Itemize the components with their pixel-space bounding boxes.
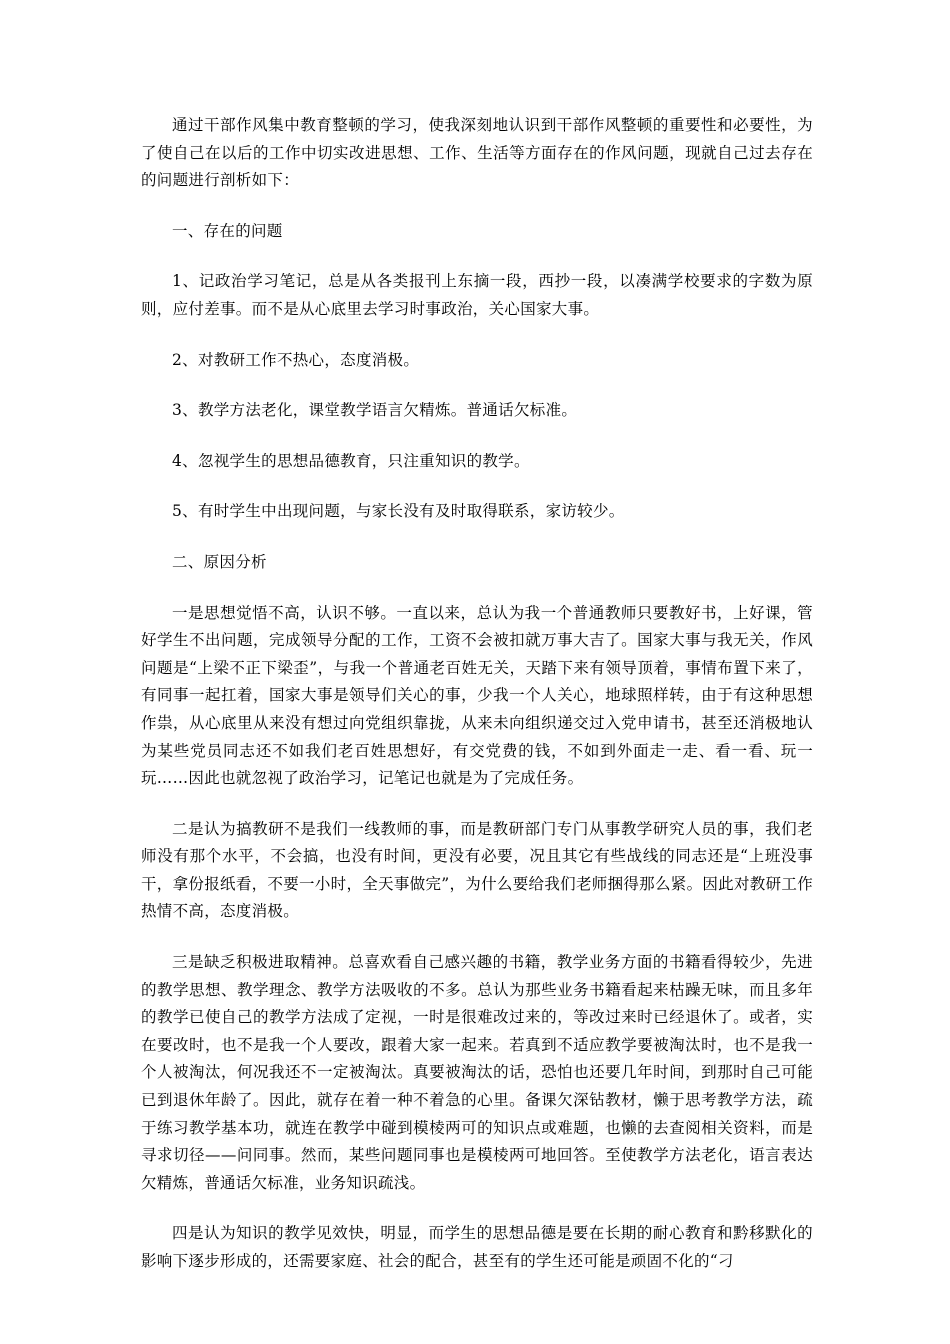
problem-item-4: 4、忽视学生的思想品德教育，只注重知识的教学。: [172, 451, 530, 470]
problem-item-1: 1、记政治学习笔记，总是从各类报刊上东摘一段，西抄一段，以凑满学校要求的字数为原则，应付差事。而不是从心底里去学习时事政治，关心国家大事。: [141, 272, 813, 318]
section-heading-problems: 一、存在的问题: [172, 221, 283, 240]
document-body: [141, 112, 813, 1299]
intro-paragraph: 通过干部作风集中教育整顿的学习，使我深刻地认识到干部作风整顿的重要性和必要性，为了使自己在以后的工作中切实改进思想、工作、生活等方面存在的作风问题，现就自己过去存在的问题进行剖析如下：: [141, 116, 813, 190]
analysis-paragraph-1: 一是思想觉悟不高，认识不够。一直以来，总认为我一个普通教师只要教好书，上好课，管好学生不出问题，完成领导分配的工作，工资不会被扣就万事大吉了。国家大事与我无关，作风问题是“上梁不正下梁歪”，与我一个普通老百姓无关，天踏下来有领导顶着，事情布置下来了，有同事一起扛着，国家大事是领导们关心的事，少我一个人关心，地球照样转，由于有这种思想作祟，从心底里从来没有想过向党组织靠拢，从来未向组织递交过入党申请书，甚至还消极地认为某些党员同志还不如我们老百姓思想好，有交党费的钱，不如到外面走一走、看一看、玩一玩……因此也就忽视了政治学习，记笔记也就是为了完成任务。: [141, 603, 813, 788]
analysis-paragraph-4: 四是认为知识的教学见效快，明显，而学生的思想品德是要在长期的耐心教育和黔移默化的影响下逐步形成的，还需要家庭、社会的配合，甚至有的学生还可能是顽固不化的“刁: [141, 1224, 813, 1270]
analysis-paragraph-3: 三是缺乏积极进取精神。总喜欢看自己感兴趣的书籍，教学业务方面的书籍看得较少，先进的教学思想、教学理念、教学方法吸收的不多。总认为那些业务书籍看起来枯躁无味，而且多年的教学已使自己的教学方法成了定视，一时是很难改过来的，等改过来时已经退休了。或者，实在要改时，也不是我一个人要改，跟着大家一起来。若真到不适应教学要被淘汰时，也不是我一个人被淘汰，何况我还不一定被淘汰。真要被淘汰的话，恐怕也还要几年时间，到那时自己可能已到退休年龄了。因此，就存在着一种不着急的心里。备课欠深钻教材，懒于思考教学方法，疏于练习教学基本功，就连在教学中碰到模棱两可的知识点或难题，也懒的去查阅相关资料，而是寻求切径——问同事。然而，某些问题同事也是模棱两可地回答。至使教学方法老化，语言表达欠精炼，普通话欠标准，业务知识疏浅。: [141, 953, 813, 1192]
problem-item-5: 5、有时学生中出现问题，与家长没有及时取得联系，家访较少。: [172, 502, 625, 521]
problem-item-3: 3、教学方法老化，课堂教学语言欠精炼。普通话欠标准。: [172, 401, 578, 420]
section-heading-analysis: 二、原因分析: [172, 552, 267, 571]
analysis-paragraph-2: 二是认为搞教研不是我们一线教师的事，而是教研部门专门从事教学研究人员的事，我们老师没有那个水平，不会搞，也没有时间，更没有必要，况且其它有些战线的同志还是“上班没事干，拿份报纸看，不要一小时，全天事做完”，为什么要给我们老师捆得那么紧。因此对教研工作热情不高，态度消极。: [141, 819, 813, 921]
problem-item-2: 2、对教研工作不热心，态度消极。: [172, 350, 420, 369]
